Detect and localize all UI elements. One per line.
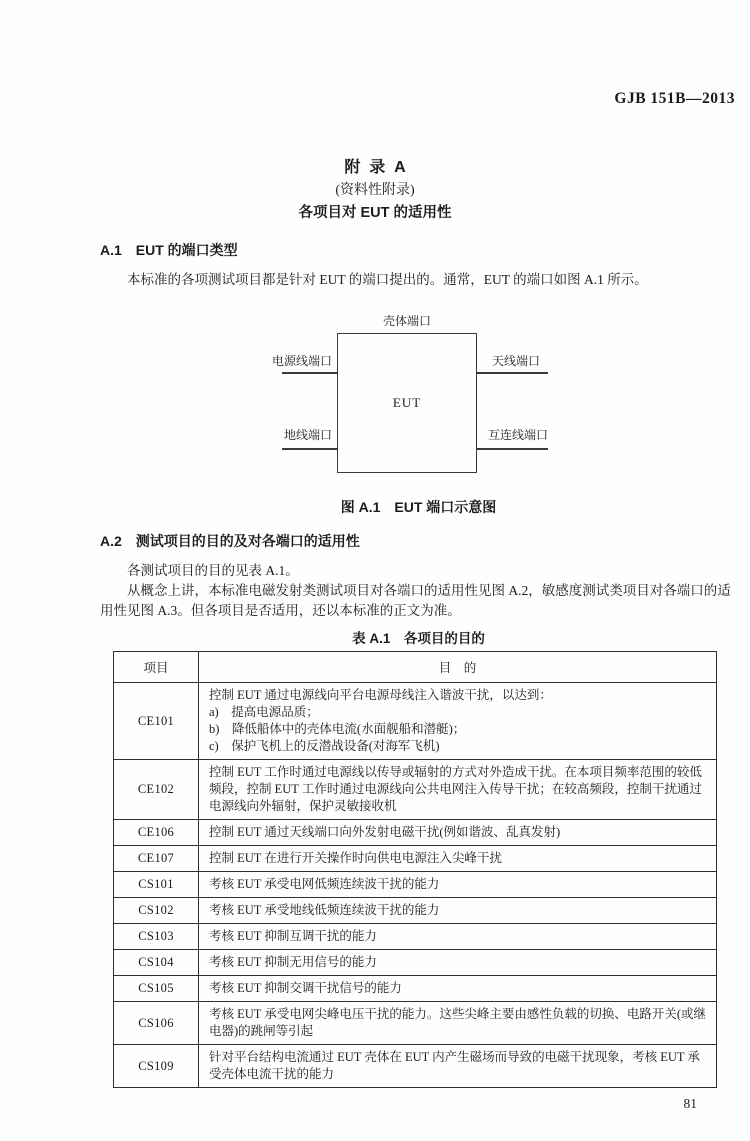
table-row bbox=[114, 950, 717, 976]
table-row bbox=[114, 1002, 717, 1045]
item-code: CS102 bbox=[114, 898, 199, 924]
table-row bbox=[114, 1045, 717, 1088]
diagram-label-ground-line-port: 地线端口 bbox=[283, 428, 332, 442]
purpose-line: 考核 EUT 抑制互调干扰的能力 bbox=[209, 929, 377, 943]
appendix-subject: 各项目对 EUT 的适用性 bbox=[298, 205, 452, 221]
table-header-item: 项目 bbox=[114, 652, 199, 683]
item-purpose bbox=[199, 820, 717, 846]
item-purpose bbox=[199, 1045, 717, 1088]
purpose-line: c) 保护飞机上的反潜战设备(对海军飞机) bbox=[209, 739, 440, 753]
diagram-line-antenna bbox=[477, 372, 548, 374]
table-row bbox=[114, 898, 717, 924]
item-purpose bbox=[199, 683, 717, 760]
purpose-line: a) 提高电源品质； bbox=[209, 705, 319, 719]
diagram-line-interconnect bbox=[477, 448, 548, 450]
section-a2-heading: A.2 测试项目的目的及对各端口的适用性 bbox=[100, 533, 360, 549]
item-code: CE101 bbox=[114, 683, 199, 760]
eut-port-diagram bbox=[100, 310, 737, 490]
purpose-line: 针对平台结构电流通过 EUT 壳体在 EUT 内产生磁场而导致的电磁干扰现象，考核 EUT 承受壳体电流干扰的能力 bbox=[209, 1050, 700, 1081]
diagram-label-power-line-port: 电源线端口 bbox=[271, 354, 332, 368]
item-code: CS101 bbox=[114, 872, 199, 898]
standard-number: GJB 151B—2013 bbox=[614, 90, 735, 107]
item-purpose bbox=[199, 872, 717, 898]
item-purpose bbox=[199, 950, 717, 976]
page-content bbox=[100, 241, 737, 1112]
item-code: CS104 bbox=[114, 950, 199, 976]
item-purpose bbox=[199, 760, 717, 820]
item-code: CS103 bbox=[114, 924, 199, 950]
table-row bbox=[114, 683, 717, 760]
diagram-label-interconnect-port: 互连线端口 bbox=[488, 428, 549, 442]
figure-caption: 图 A.1 EUT 端口示意图 bbox=[340, 499, 497, 515]
section-a2-paragraph1: 各测试项目的目的见表 A.1。 bbox=[127, 563, 299, 578]
appendix-title-block bbox=[0, 156, 750, 225]
item-code: CE102 bbox=[114, 760, 199, 820]
table-row bbox=[114, 872, 717, 898]
purpose-line: 控制 EUT 在进行开关操作时向供电电源注入尖峰干扰 bbox=[209, 851, 502, 865]
purpose-line: 考核 EUT 抑制交调干扰信号的能力 bbox=[209, 981, 402, 995]
section-a1-heading: A.1 EUT 的端口类型 bbox=[100, 242, 238, 258]
item-code: CE106 bbox=[114, 820, 199, 846]
item-code: CS105 bbox=[114, 976, 199, 1002]
purpose-line: b) 降低船体中的壳体电流(水面舰船和潜艇)； bbox=[209, 722, 466, 736]
purpose-line: 控制 EUT 通过电源线向平台电源母线注入谐波干扰，以达到： bbox=[209, 688, 552, 702]
table-row bbox=[114, 976, 717, 1002]
section-a1-paragraph: 本标准的各项测试项目都是针对 EUT 的端口提出的。通常，EUT 的端口如图 A.1 所示。 bbox=[127, 272, 648, 287]
item-purpose bbox=[199, 846, 717, 872]
diagram-line-power bbox=[282, 372, 337, 374]
section-a2-paragraph2: 从概念上讲，本标准电磁发射类测试项目对各端口的适用性见图 A.2，敏感度测试类项目对各端口的适用性见图 A.3。但各项目是否适用，还以本标准的正文为准。 bbox=[100, 583, 731, 618]
table-header-purpose: 目 的 bbox=[199, 652, 717, 683]
item-purpose bbox=[199, 1002, 717, 1045]
diagram-line-ground bbox=[282, 448, 337, 450]
eut-box bbox=[337, 333, 477, 473]
table-title: 表 A.1 各项目的目的 bbox=[352, 631, 485, 646]
item-code: CS109 bbox=[114, 1045, 199, 1088]
page-number: 81 bbox=[683, 1096, 697, 1111]
item-purpose bbox=[199, 976, 717, 1002]
table-row bbox=[114, 846, 717, 872]
purpose-line: 控制 EUT 通过天线端口向外发射电磁干扰(例如谐波、乱真发射) bbox=[209, 825, 561, 839]
purpose-line: 考核 EUT 承受电网低频连续波干扰的能力 bbox=[209, 877, 440, 891]
table-row bbox=[114, 760, 717, 820]
item-purpose bbox=[199, 924, 717, 950]
purpose-table bbox=[113, 651, 717, 1088]
appendix-title: 附 录 A bbox=[344, 159, 406, 176]
item-code: CE107 bbox=[114, 846, 199, 872]
purpose-line: 考核 EUT 抑制无用信号的能力 bbox=[209, 955, 377, 969]
purpose-line: 考核 EUT 承受地线低频连续波干扰的能力 bbox=[209, 903, 440, 917]
diagram-label-enclosure-port: 壳体端口 bbox=[382, 314, 431, 328]
item-code: CS106 bbox=[114, 1002, 199, 1045]
table-row bbox=[114, 820, 717, 846]
table-row bbox=[114, 924, 717, 950]
item-purpose bbox=[199, 898, 717, 924]
table-header-row bbox=[114, 652, 717, 683]
diagram-label-antenna-port: 天线端口 bbox=[492, 354, 541, 368]
eut-box-label: EUT bbox=[392, 395, 422, 410]
appendix-subtitle: (资料性附录) bbox=[335, 183, 415, 198]
purpose-line: 控制 EUT 工作时通过电源线以传导或辐射的方式对外造成干扰。在本项目频率范围的较低频段，控制 EUT 工作时通过电源线向公共电网注入传导干扰；在较高频段，控制干扰通过电源线向外辐射，保护灵敏接收机 bbox=[209, 765, 702, 813]
purpose-line: 考核 EUT 承受电网尖峰电压干扰的能力。这些尖峰主要由感性负载的切换、电路开关(或继电器)的跳闸等引起 bbox=[209, 1007, 706, 1038]
